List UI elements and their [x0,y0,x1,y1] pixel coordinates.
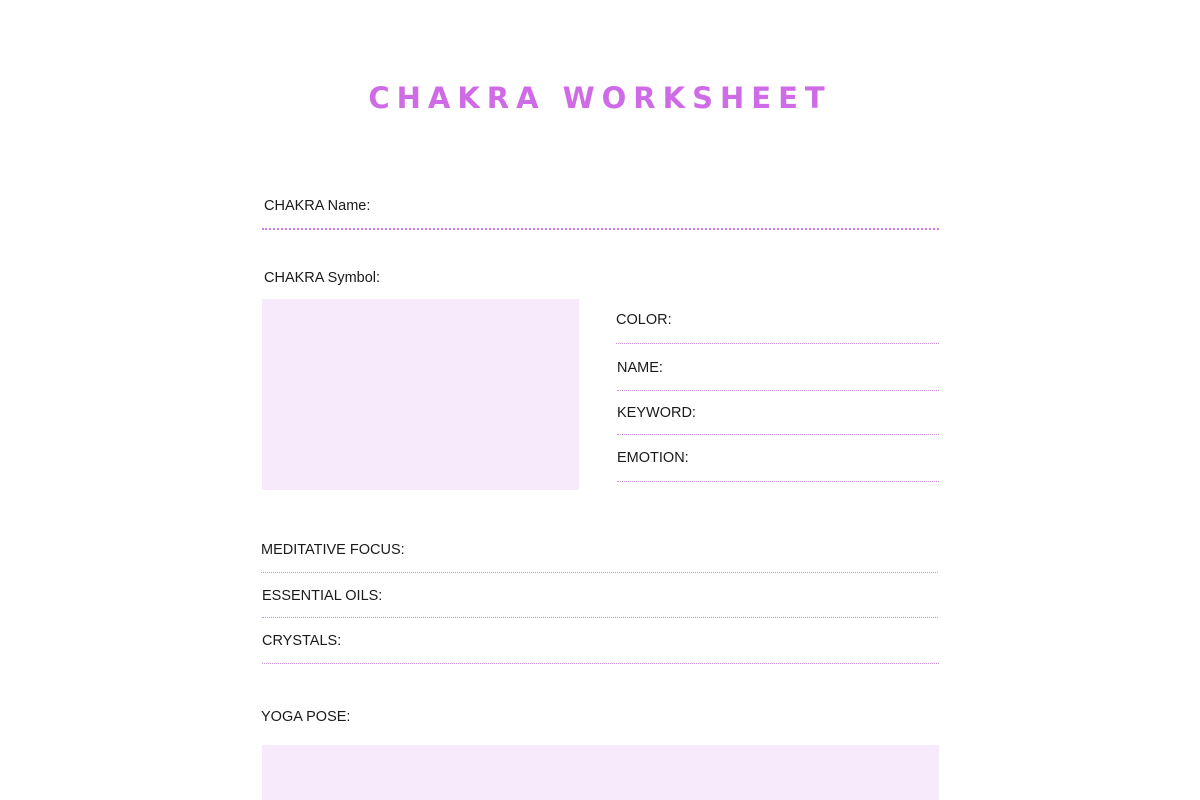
keyword-line [617,434,939,435]
color-label: COLOR: [616,312,672,328]
crystals-label: CRYSTALS: [262,633,342,649]
chakra-name-line [262,228,939,230]
name-label: NAME: [617,360,663,376]
essential-oils-label: ESSENTIAL OILS: [262,588,383,604]
chakra-symbol-label: CHAKRA Symbol: [264,270,381,286]
meditative-focus-line [261,572,938,573]
yoga-pose-box [262,745,939,800]
keyword-label: KEYWORD: [617,405,696,421]
essential-oils-line [262,617,938,618]
color-line [616,343,939,344]
meditative-focus-label: MEDITATIVE FOCUS: [261,542,405,558]
emotion-line [617,481,939,482]
chakra-symbol-box [262,299,579,490]
crystals-line [262,663,939,664]
name-line [617,390,939,391]
chakra-name-label: CHAKRA Name: [264,198,371,214]
yoga-pose-label: YOGA POSE: [261,709,351,725]
emotion-label: EMOTION: [617,450,689,466]
worksheet-title: CHAKRA WORKSHEET [368,81,832,115]
